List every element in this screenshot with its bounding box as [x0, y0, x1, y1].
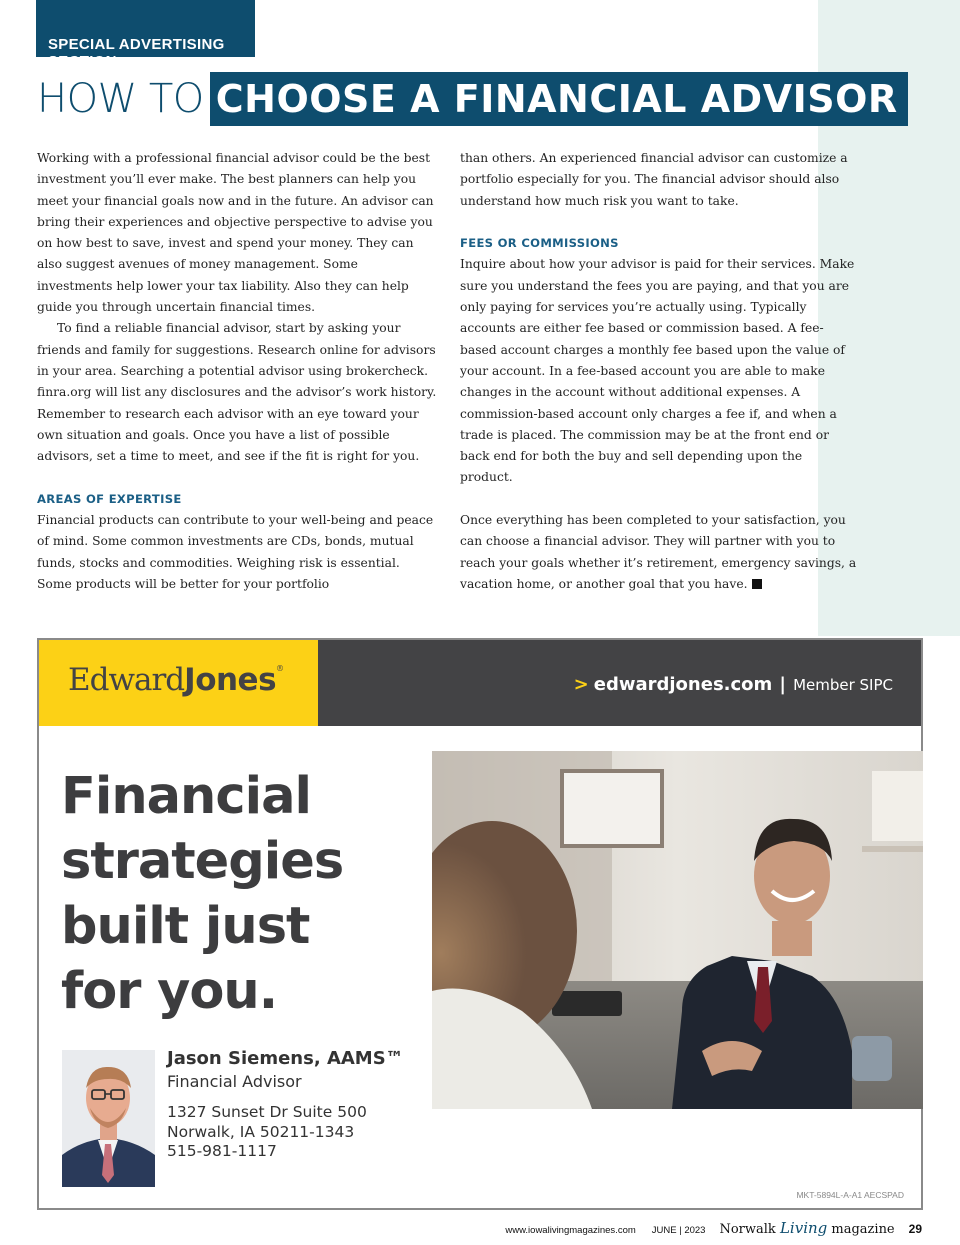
- page-footer: [505, 1219, 922, 1237]
- ad-meeting-photo: [432, 751, 923, 1109]
- ad-url[interactable]: edwardjones.com: [593, 674, 773, 695]
- magazine-name: Norwalk Living magazine: [719, 1219, 895, 1237]
- footer-website[interactable]: www.iowalivingmagazines.com: [505, 1225, 636, 1236]
- article-column-left: [37, 148, 437, 595]
- headline-bold: CHOOSE A FINANCIAL ADVISOR: [210, 72, 908, 126]
- page-headline: [37, 72, 908, 126]
- article-paragraph: than others. An experienced financial advisor can customize a portfolio especially for you. The financial advisor should also understand how much risk you want to take.: [460, 151, 848, 208]
- section-label: SPECIAL ADVERTISING SECTION: [36, 0, 255, 57]
- member-sipc: Member SIPC: [793, 676, 893, 694]
- ad-headline: Financial strategies built just for you.: [61, 767, 344, 1021]
- subhead-areas-of-expertise: AREAS OF EXPERTISE: [37, 491, 182, 506]
- article-paragraph: Working with a professional financial advisor could be the best investment you’ll ever make. The best planners can help you meet your financial goals now and in the future. An advisor can bring their experiences and objective perspective to advise you on how best to save, invest and spend your money. They can also suggest avenues of money management. Some investments help lower your tax liability. Also they can help guide you through uncertain financial times.: [37, 151, 434, 315]
- advisor-name: Jason Siemens, AAMS™: [167, 1048, 404, 1069]
- advisor-headshot: [62, 1050, 155, 1187]
- subhead-fees-or-commissions: FEES OR COMMISSIONS: [460, 236, 619, 251]
- edward-jones-advertisement: [37, 638, 923, 1210]
- advisor-phone[interactable]: 515-981-1117: [167, 1142, 277, 1160]
- headline-light: HOW TO: [37, 76, 204, 122]
- footer-date: JUNE | 2023: [651, 1225, 706, 1236]
- end-mark-icon: [752, 579, 762, 589]
- ad-website-link[interactable]: > edwardjones.com | Member SIPC: [573, 674, 893, 695]
- article-paragraph: To find a reliable financial advisor, start by asking your friends and family for suggestions. Research online for advisors in your area. Searching a potential advisor using brokercheck. finra.org will list any disclosures and the advisor’s work history. Remember to research each advisor with an eye toward your own situation and goals. Once you have a list of possible advisors, set a time to meet, and see if the fit is right for you.: [37, 321, 437, 464]
- advisor-title: Financial Advisor: [167, 1072, 302, 1091]
- article-paragraph: Inquire about how your advisor is paid for their services. Make sure you understand the fees you are paying, and that you are only paying for services you’re actually using. Typically accounts are either fee based or commission based. A fee-based account charges a monthly fee based upon the value of your account. In a fee-based account you are able to make changes in the account without additional expenses. A commission-based account only charges a fee if, and when a trade is placed. The commission may be at the front end or back end for both the buy and sell depending upon the product.: [460, 257, 855, 485]
- advisor-contact-block: [167, 1047, 404, 1162]
- article-paragraph: Financial products can contribute to your well-being and peace of mind. Some common investments are CDs, bonds, mutual funds, stocks and commodities. Weighing risk is essential. Some products will be better for your portfolio: [37, 513, 434, 591]
- advisor-address: 1327 Sunset Dr Suite 500 Norwalk, IA 50211-1343 515-981-1117: [167, 1103, 404, 1162]
- article-paragraph-final: Once everything has been completed to your satisfaction, you can choose a financial advisor. They will partner with you to reach your goals whether it’s retirement, emergency savings, a vacation home, or another goal that you have.: [460, 513, 857, 591]
- edward-jones-logo-box: [39, 640, 318, 726]
- ad-code: MKT-5894L-A-A1 AECSPAD: [796, 1190, 904, 1200]
- page-number: 29: [908, 1222, 922, 1236]
- ad-header-bar: [39, 640, 921, 726]
- edward-jones-logo: EdwardJones®: [68, 662, 285, 698]
- article-column-right: [460, 148, 858, 595]
- chevron-right-icon: >: [573, 674, 589, 695]
